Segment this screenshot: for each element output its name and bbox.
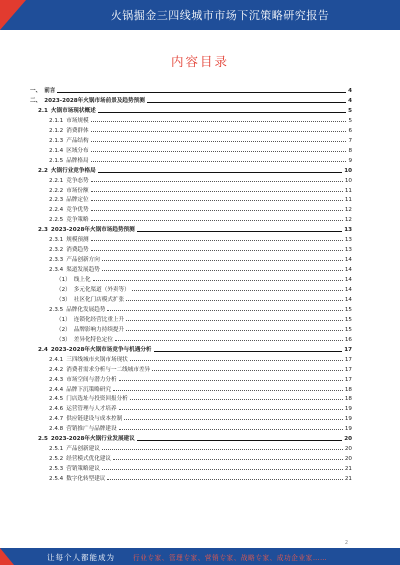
toc-entry-page: 12	[344, 217, 352, 224]
toc-entry-text: 火锅行业竞争格局	[50, 167, 96, 174]
toc-entry[interactable]	[56, 293, 352, 303]
toc-entry-number: 2.3.2	[49, 247, 64, 254]
toc-entry[interactable]	[49, 114, 352, 124]
toc-entry-number: 2.4.1	[49, 356, 64, 363]
toc-entry-page: 21	[344, 476, 352, 483]
toc-entry[interactable]	[49, 442, 352, 452]
toc-entry[interactable]	[49, 253, 352, 263]
header-red-corner	[0, 0, 26, 30]
toc-entry[interactable]	[49, 353, 352, 363]
toc-entry-page: 17	[344, 376, 352, 383]
toc-leader-dots	[102, 468, 343, 470]
toc-entry-page: 20	[344, 456, 352, 463]
toc-entry[interactable]	[49, 134, 352, 144]
toc-entry[interactable]	[49, 124, 352, 134]
toc-entry-number: 2.4.6	[49, 406, 64, 413]
toc-entry-page: 19	[344, 426, 352, 433]
toc-entry-number: （2）	[56, 287, 71, 293]
toc-entry-text: 经营模式优化建议	[66, 456, 111, 463]
toc-entry-text: 消费者需求分析与一二线城市差异	[66, 366, 151, 373]
toc-entry-page: 4	[348, 97, 352, 104]
toc-leader-dots	[93, 279, 343, 281]
footer-red-slant	[0, 548, 14, 565]
toc-entry-text: 品牌化发展趋势	[66, 306, 106, 313]
toc-entry-number: 2.1.4	[49, 147, 64, 154]
toc-entry[interactable]	[49, 472, 352, 482]
toc-entry-number: 2.3.4	[49, 267, 64, 274]
toc-entry-text: 线上化	[73, 277, 91, 284]
toc-entry[interactable]	[49, 203, 352, 213]
toc-leader-dots	[91, 120, 347, 122]
toc-entry[interactable]	[49, 383, 352, 393]
toc-leader-dots	[91, 249, 343, 251]
toc-entry-number: 2.2.4	[49, 207, 64, 214]
toc-entry-text: 社区化门店模式扩张	[73, 296, 125, 303]
toc-leader-dots	[91, 209, 343, 211]
toc-entry-page: 19	[344, 416, 352, 423]
toc-entry-text: 市场空间与潜力分析	[66, 376, 117, 383]
toc-entry[interactable]	[49, 462, 352, 472]
toc-entry-number: 2.2	[38, 167, 48, 174]
toc-leader-dots	[91, 130, 347, 132]
toc-leader-dots	[130, 359, 343, 361]
toc-entry-page: 10	[344, 177, 352, 184]
page-header	[0, 0, 400, 30]
toc-entry-page: 19	[344, 406, 352, 413]
toc-entry-text: 渠道发展趋势	[66, 267, 100, 274]
toc-entry-text: 品牌定位	[66, 197, 89, 204]
toc-entry-text: 竞争优势	[66, 207, 89, 214]
toc-leader-dots	[98, 171, 343, 173]
toc-leader-dots	[107, 478, 342, 480]
toc-entry-number: （1）	[56, 277, 71, 284]
toc-entry-page: 11	[344, 187, 352, 194]
toc-leader-dots	[91, 150, 347, 152]
toc-leader-dots	[102, 448, 343, 450]
toc-entry-page: 15	[344, 306, 352, 313]
toc-leader-dots	[102, 259, 343, 261]
toc-entry[interactable]	[49, 154, 352, 164]
toc-entry-number: 2.2.5	[49, 217, 64, 224]
toc-entry[interactable]	[49, 193, 352, 203]
toc-entry-page: 15	[344, 316, 352, 323]
toc-entry-text: 数字化转型建议	[66, 476, 106, 483]
toc-entry-page: 14	[344, 287, 352, 293]
toc-entry[interactable]	[49, 373, 352, 383]
toc-leader-dots	[102, 269, 343, 271]
toc-entry[interactable]	[49, 452, 352, 462]
toc-entry-text: 供应链建设与成本控制	[66, 416, 123, 423]
toc-entry[interactable]	[49, 422, 352, 432]
toc-entry-text: 差异化特色定位	[73, 336, 113, 343]
toc-entry[interactable]	[56, 323, 352, 333]
toc-entry-page: 13	[344, 247, 352, 254]
toc-entry-number: 2.4.5	[49, 396, 64, 403]
toc-entry-text: 市场规模	[66, 117, 89, 124]
toc-entry-number: （2）	[56, 326, 71, 333]
toc-entry-number: 2.1	[38, 107, 48, 114]
toc-entry-text: 品牌格局	[66, 157, 89, 164]
toc-entry-number: 2.3	[38, 227, 48, 234]
toc-entry-page: 17	[344, 346, 352, 353]
toc-leader-dots	[57, 91, 346, 93]
toc-entry[interactable]	[56, 273, 352, 283]
toc-leader-dots	[152, 369, 343, 371]
toc-title: 内容目录	[170, 54, 229, 69]
toc-entry-page: 20	[344, 446, 352, 453]
toc-entry-text: 2023-2028年火锅行业发展建议	[50, 436, 135, 443]
toc-entry-text: 火锅市场现状概述	[50, 107, 96, 114]
toc-entry-number: 2.1.3	[49, 137, 64, 144]
toc-entry[interactable]	[49, 303, 352, 313]
toc-entry[interactable]	[38, 164, 352, 174]
toc-entry-text: 产品结构	[66, 137, 89, 144]
toc-entry-page: 15	[344, 326, 352, 333]
toc-entry-text: 消费群体	[66, 127, 89, 134]
toc-entry-page: 9	[348, 157, 352, 164]
toc-entry[interactable]	[49, 233, 352, 243]
header-title: 火锅掘金三四线城市市场下沉策略研究报告	[110, 9, 330, 22]
toc-entry[interactable]	[49, 263, 352, 273]
toc-entry-text: 竞争策略	[66, 217, 89, 224]
toc-leader-dots	[113, 458, 343, 460]
toc-entry-text: 连锁化经营比重上升	[73, 316, 125, 323]
toc-entry-text: 前言	[44, 88, 56, 94]
toc-entry-text: 营销推广与品牌建设	[66, 426, 117, 433]
footer-tagline: 行业专家、管理专家、营销专家、战略专家、成功企业家……	[133, 554, 328, 562]
toc-leader-dots	[126, 329, 343, 331]
toc-entry-text: 产品创新建议	[66, 446, 100, 453]
toc-entry[interactable]	[30, 94, 352, 104]
toc-leader-dots	[98, 111, 346, 113]
toc-entry-number: 2.3.1	[49, 237, 64, 244]
toc-entry-text: 规模预测	[66, 237, 89, 244]
toc-entry-page: 16	[344, 336, 352, 343]
toc-entry-page: 6	[348, 127, 352, 134]
toc-entry-text: 多元化渠道（外卖等）	[73, 287, 130, 293]
toc-entry-number: 2.4.4	[49, 386, 64, 393]
toc-entry-page: 14	[344, 257, 352, 264]
toc-entry-text: 2023-2028年火锅市场竞争与机遇分析	[50, 346, 152, 353]
toc-leader-dots	[91, 160, 347, 162]
toc-leader-dots	[91, 219, 343, 221]
toc-entry-page: 17	[344, 366, 352, 373]
toc-entry[interactable]	[38, 432, 352, 442]
toc-entry-number: 2.1.2	[49, 127, 64, 134]
toc-entry-text: 运营管理与人才培养	[66, 406, 117, 413]
toc-entry-text: 门店选址与投资回报分析	[66, 396, 128, 403]
toc-entry-number: 2.2.2	[49, 187, 64, 194]
toc-entry-text: 品牌影响力持续提升	[73, 326, 125, 333]
toc-entry-number: （3）	[56, 296, 71, 303]
toc-entry-text: 品牌下沉策略研究	[66, 386, 111, 393]
toc-entry-number: 一、	[30, 88, 42, 94]
toc-leader-dots	[119, 428, 343, 430]
toc-entry-page: 14	[344, 267, 352, 274]
toc-entry-number: 2.4.2	[49, 366, 64, 373]
page-footer	[0, 548, 400, 565]
toc-entry[interactable]	[49, 412, 352, 422]
toc-entry[interactable]	[56, 313, 352, 323]
toc-entry-page: 20	[344, 436, 352, 443]
toc-entry-page: 5	[348, 117, 352, 124]
toc-entry-number: 2.3.3	[49, 257, 64, 264]
toc-entry-page: 18	[344, 386, 352, 393]
toc-entry[interactable]	[49, 174, 352, 184]
toc-entry-text: 2023-2028年火锅市场趋势预测	[50, 227, 135, 234]
toc-leader-dots	[137, 439, 342, 441]
toc-leader-dots	[130, 398, 343, 400]
toc-entry-page: 10	[344, 167, 352, 174]
toc-entry[interactable]	[49, 392, 352, 402]
toc-entry-number: 2.5.4	[49, 476, 64, 483]
toc-leader-dots	[124, 418, 343, 420]
toc-entry-number: 2.5.1	[49, 446, 64, 453]
toc-entry-page: 13	[344, 227, 352, 234]
toc-entry-page: 17	[344, 356, 352, 363]
toc-entry-page: 8	[348, 147, 352, 154]
toc-entry-page: 5	[348, 107, 352, 114]
toc-entry-number: （3）	[56, 336, 71, 343]
toc-leader-dots	[132, 289, 343, 291]
toc-entry-text: 消费趋势	[66, 247, 89, 254]
toc-entry[interactable]	[49, 144, 352, 154]
toc-entry-page: 4	[348, 88, 352, 94]
toc-entry-number: 2.4.8	[49, 426, 64, 433]
toc-leader-dots	[91, 239, 343, 241]
toc-entry-text: 2023-2028年火锅市场前景及趋势预测	[44, 97, 145, 104]
toc-entry[interactable]	[49, 243, 352, 253]
toc-entry-number: 2.5	[38, 436, 48, 443]
toc-leader-dots	[126, 299, 343, 301]
toc-entry-number: 2.1.5	[49, 157, 64, 164]
toc-entry-number: 2.4	[38, 346, 48, 353]
toc-entry-page: 11	[344, 197, 352, 204]
toc-entry-number: 2.1.1	[49, 117, 64, 124]
toc-entry-text: 区域分布	[66, 147, 89, 154]
toc-entry[interactable]	[56, 283, 352, 293]
toc-entry[interactable]	[38, 343, 352, 353]
toc-entry[interactable]	[49, 213, 352, 223]
toc-entry[interactable]	[49, 363, 352, 373]
toc-entry-page: 12	[344, 207, 352, 214]
toc-entry-page: 14	[344, 277, 352, 284]
footer-slogan: 让每个人都能成为	[47, 553, 115, 562]
toc-leader-dots	[115, 339, 343, 341]
toc-entry[interactable]	[38, 104, 352, 114]
toc-leader-dots	[91, 180, 343, 182]
toc-leader-dots	[137, 230, 342, 232]
toc-entry-number: （1）	[56, 316, 71, 323]
toc-leader-dots	[147, 101, 346, 103]
toc-entry-page: 7	[348, 137, 352, 144]
toc-entry[interactable]	[49, 402, 352, 412]
toc-leader-dots	[113, 389, 343, 391]
toc-leader-dots	[91, 199, 343, 201]
toc-entry-number: 2.5.2	[49, 456, 64, 463]
toc-entry-number: 2.2.3	[49, 197, 64, 204]
toc-leader-dots	[91, 190, 343, 192]
toc-entry-number: 2.5.3	[49, 466, 64, 473]
toc-entry-text: 营销策略建议	[66, 466, 100, 473]
toc-entry[interactable]	[49, 184, 352, 194]
toc-leader-dots	[126, 319, 343, 321]
toc-entry-page: 13	[344, 237, 352, 244]
toc-leader-dots	[107, 309, 342, 311]
toc-entry-number: 2.2.1	[49, 177, 64, 184]
toc-entry-page: 21	[344, 466, 352, 473]
toc-leader-dots	[91, 140, 347, 142]
toc-entry[interactable]	[30, 84, 352, 94]
toc-entry-number: 二、	[30, 97, 42, 104]
toc-entry-page: 14	[344, 296, 352, 303]
toc-entry-text: 产品创新方向	[66, 257, 100, 264]
toc-entry-number: 2.4.7	[49, 416, 64, 423]
page-number: 2	[344, 540, 348, 546]
toc-leader-dots	[119, 379, 343, 381]
toc-entry[interactable]	[38, 223, 352, 233]
toc-leader-dots	[119, 408, 343, 410]
toc-entry-text: 竞争态势	[66, 177, 89, 184]
toc-leader-dots	[154, 350, 343, 352]
toc-entry[interactable]	[56, 333, 352, 343]
toc-entry-number: 2.3.5	[49, 306, 64, 313]
toc-entry-text: 三四线城市火锅市场现状	[66, 356, 128, 363]
toc-entry-text: 市场份额	[66, 187, 89, 194]
toc-entry-number: 2.4.3	[49, 376, 64, 383]
toc-entry-page: 18	[344, 396, 352, 403]
